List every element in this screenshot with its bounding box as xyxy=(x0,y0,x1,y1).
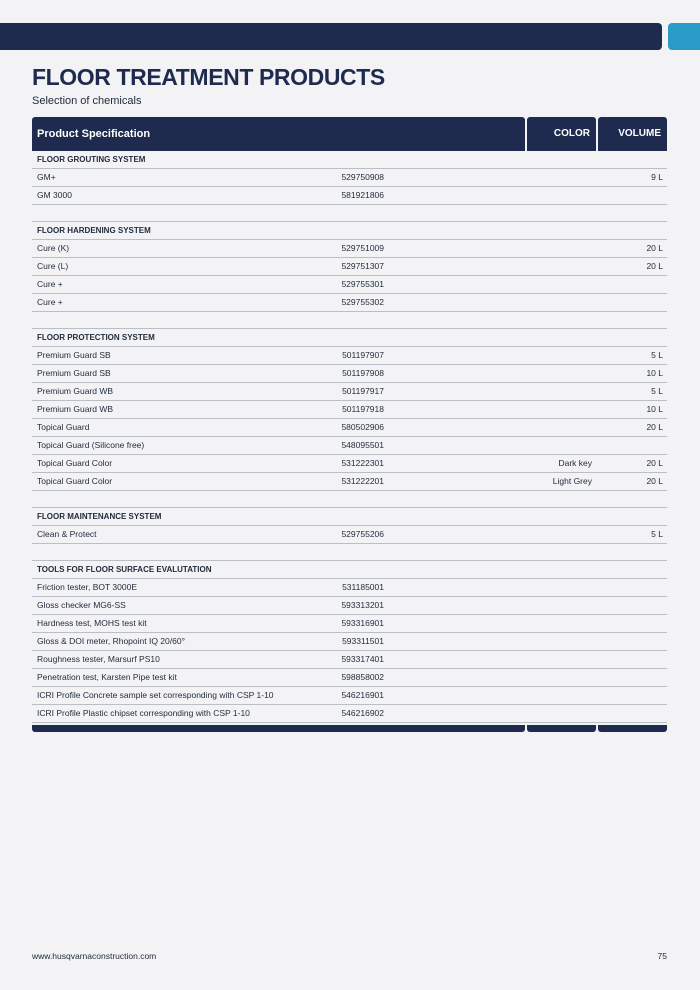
product-name: GM+ xyxy=(37,172,56,182)
section-title: FLOOR MAINTENANCE SYSTEM xyxy=(37,512,162,521)
table-footer xyxy=(32,725,667,733)
article-number: 593311501 xyxy=(342,636,384,646)
product-name: ICRI Profile Concrete sample set corresponding with CSP 1-10 xyxy=(37,690,274,700)
table-row xyxy=(32,401,667,419)
product-name: GM 3000 xyxy=(37,190,72,200)
product-volume: 20 L xyxy=(646,476,663,486)
page-number: 75 xyxy=(657,951,667,961)
section-spacer xyxy=(32,491,667,508)
article-number: 501197917 xyxy=(342,386,384,396)
header-volume: VOLUME xyxy=(598,117,667,151)
product-volume: 20 L xyxy=(646,243,663,253)
table-row xyxy=(32,347,667,365)
footer-bar-spec xyxy=(32,725,525,732)
section-header-row xyxy=(32,329,667,347)
product-color: Dark key xyxy=(558,458,592,468)
table-row xyxy=(32,276,667,294)
article-number: 531222301 xyxy=(341,458,384,468)
product-name: Premium Guard SB xyxy=(37,368,111,378)
section-header-row xyxy=(32,508,667,526)
article-number: 501197908 xyxy=(342,368,384,378)
section-spacer xyxy=(32,312,667,329)
section-spacer xyxy=(32,544,667,561)
product-name: ICRI Profile Plastic chipset corresponding with CSP 1-10 xyxy=(37,708,250,718)
table-row xyxy=(32,669,667,687)
article-number: 531222201 xyxy=(341,476,384,486)
article-number: 529750908 xyxy=(341,172,384,182)
article-number: 501197918 xyxy=(342,404,384,414)
table-row xyxy=(32,687,667,705)
table-row xyxy=(32,437,667,455)
article-number: 529755206 xyxy=(341,529,384,539)
product-name: Topical Guard (Silicone free) xyxy=(37,440,145,450)
product-name: Cure + xyxy=(37,297,63,307)
article-number: 546216901 xyxy=(341,690,384,700)
article-number: 529751009 xyxy=(341,243,384,253)
page-title: FLOOR TREATMENT PRODUCTS xyxy=(32,64,385,90)
table-row xyxy=(32,473,667,491)
product-volume: 10 L xyxy=(646,368,663,378)
product-table xyxy=(32,117,667,733)
section-header-row xyxy=(32,222,667,240)
section-spacer xyxy=(32,205,667,222)
section-title: TOOLS FOR FLOOR SURFACE EVALUTATION xyxy=(37,565,212,574)
table-header xyxy=(32,117,667,151)
article-number: 593316901 xyxy=(341,618,384,628)
table-row xyxy=(32,258,667,276)
table-row xyxy=(32,651,667,669)
table-row xyxy=(32,526,667,544)
product-name: Topical Guard xyxy=(37,422,90,432)
product-name: Gloss checker MG6-SS xyxy=(37,600,126,610)
table-body xyxy=(32,151,667,723)
section-header-row xyxy=(32,151,667,169)
top-banner-bar xyxy=(0,23,662,50)
table-row xyxy=(32,597,667,615)
section-title: FLOOR GROUTING SYSTEM xyxy=(37,155,146,164)
footer-website-link[interactable]: www.husqvarnaconstruction.com xyxy=(32,951,157,961)
page-subtitle: Selection of chemicals xyxy=(32,95,142,107)
article-number: 548095501 xyxy=(341,440,384,450)
product-volume: 20 L xyxy=(646,458,663,468)
product-name: Premium Guard WB xyxy=(37,404,114,414)
product-name: Hardness test, MOHS test kit xyxy=(37,618,147,628)
section-header-row xyxy=(32,561,667,579)
article-number: 580502906 xyxy=(341,422,384,432)
article-number: 598858002 xyxy=(341,672,384,682)
footer-bar-volume xyxy=(598,725,667,732)
table-row xyxy=(32,705,667,723)
product-name: Topical Guard Color xyxy=(37,476,113,486)
product-name: Premium Guard WB xyxy=(37,386,114,396)
product-volume: 20 L xyxy=(646,422,663,432)
top-accent-tab xyxy=(668,23,700,50)
section-title: FLOOR HARDENING SYSTEM xyxy=(37,226,151,235)
article-number: 581921806 xyxy=(341,190,384,200)
table-row xyxy=(32,169,667,187)
table-row xyxy=(32,633,667,651)
product-name: Clean & Protect xyxy=(37,529,97,539)
product-color: Light Grey xyxy=(552,476,592,486)
product-volume: 5 L xyxy=(651,350,663,360)
product-name: Friction tester, BOT 3000E xyxy=(37,582,137,592)
table-row xyxy=(32,187,667,205)
article-number: 529755302 xyxy=(341,297,384,307)
table-row xyxy=(32,240,667,258)
table-row xyxy=(32,365,667,383)
article-number: 501197907 xyxy=(342,350,384,360)
table-row xyxy=(32,383,667,401)
section-title: FLOOR PROTECTION SYSTEM xyxy=(37,333,155,342)
header-product-specification: Product Specification xyxy=(32,117,525,151)
article-number: 531185001 xyxy=(342,582,384,592)
article-number: 593313201 xyxy=(341,600,384,610)
table-row xyxy=(32,579,667,597)
product-name: Gloss & DOI meter, Rhopoint IQ 20/60° xyxy=(37,636,185,646)
product-name: Premium Guard SB xyxy=(37,350,111,360)
product-volume: 5 L xyxy=(651,529,663,539)
table-row xyxy=(32,294,667,312)
product-name: Penetration test, Karsten Pipe test kit xyxy=(37,672,177,682)
product-volume: 9 L xyxy=(651,172,663,182)
product-name: Cure (L) xyxy=(37,261,69,271)
article-number: 546216902 xyxy=(341,708,384,718)
header-color: COLOR xyxy=(527,117,596,151)
table-row xyxy=(32,455,667,473)
product-name: Roughness tester, Marsurf PS10 xyxy=(37,654,160,664)
product-name: Cure + xyxy=(37,279,63,289)
table-row xyxy=(32,419,667,437)
article-number: 529751307 xyxy=(341,261,384,271)
product-name: Cure (K) xyxy=(37,243,70,253)
article-number: 529755301 xyxy=(341,279,384,289)
footer-bar-color xyxy=(527,725,596,732)
table-row xyxy=(32,615,667,633)
product-name: Topical Guard Color xyxy=(37,458,113,468)
product-volume: 10 L xyxy=(646,404,663,414)
product-volume: 5 L xyxy=(651,386,663,396)
product-volume: 20 L xyxy=(646,261,663,271)
article-number: 593317401 xyxy=(341,654,384,664)
